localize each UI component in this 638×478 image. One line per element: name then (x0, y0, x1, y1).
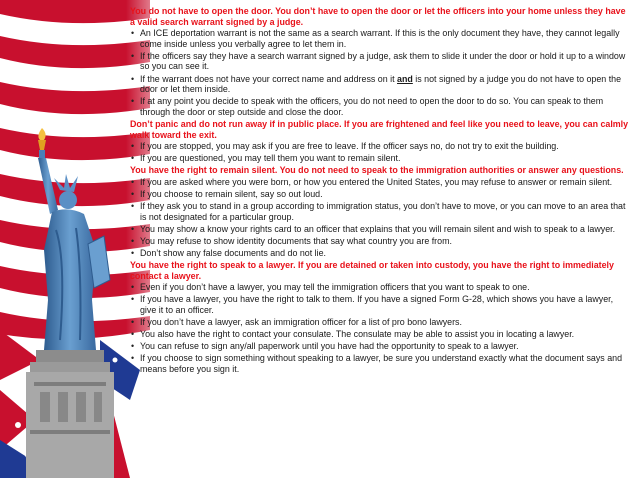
section-heading-panic: Don’t panic and do not run away if in public place. If you are frightened and feel like you need to leave, you can calmly walk toward the exit. (130, 118, 629, 140)
list-item: • If the officers say they have a search warrant signed by a judge, ask them to slide it under the door or hold it up to a window so you can see it. (130, 51, 630, 72)
section-heading-door: You do not have to open the door. You don’t have to open the door or let the officers into your home unless they have a valid search warrant signed by a judge. (130, 6, 626, 27)
section-heading-silent: You have the right to remain silent. You do not need to speak to the immigration authorities or answer any questions. (130, 165, 624, 176)
list-panic (130, 141, 630, 164)
list-item-text: is not signed by a judge you do not have to open the door or let them inside. (140, 73, 622, 95)
section-heading-lawyer: You have the right to speak to a lawyer. If you are detained or taken into custody, you have the right to immediately contact a lawyer. (130, 260, 614, 281)
list-item: • If you have a lawyer, you have the right to talk to them. If you have a signed Form G-28, which shows you have a lawyer, give it to an officer. (130, 294, 630, 315)
list-item: • Even if you don’t have a lawyer, you may tell the immigration officers that you want to speak to one. (130, 282, 630, 293)
list-item: • If you are stopped, you may ask if you are free to leave. If the officer says no, do not try to exit the building. (130, 141, 630, 152)
list-item: • If you are questioned, you may tell them you want to remain silent. (130, 153, 630, 164)
list-item: • You may show a know your rights card to an officer that explains that you will remain silent and wish to speak to a lawyer. (130, 224, 630, 235)
list-item: • If you are asked where you were born, or how you entered the United States, you may refuse to answer or remain silent. (130, 177, 630, 188)
list-item: • If you choose to sign something without speaking to a lawyer, be sure you understand exactly what the document says and means before you sign it. (130, 353, 630, 374)
list-item: • Don’t show any false documents and do not lie. (130, 248, 630, 259)
list-item: • You may refuse to show identity documents that say what country you are from. (130, 236, 630, 247)
list-item: • An ICE deportation warrant is not the same as a search warrant. If this is the only document they have, they cannot legally come inside unless you verbally agree to let them in. (130, 28, 630, 49)
list-silent (130, 177, 630, 259)
rights-document (130, 6, 630, 376)
list-item: • You can refuse to sign any/all paperwork until you have had the opportunity to speak to a lawyer. (130, 341, 630, 352)
list-item-text: If the warrant does not have your correct name and address on it (140, 73, 398, 84)
list-item: • If at any point you decide to speak with the officers, you do not need to open the door to do so. You can speak to them through the door or step outside and close the door. (130, 96, 630, 117)
list-item: • If you don’t have a lawyer, ask an immigration officer for a list of pro bono lawyers. (130, 317, 630, 328)
list-item (130, 74, 630, 95)
list-item: • If they ask you to stand in a group according to immigration status, you don’t have to move, or you can move to an area that is not designated for a particular group. (130, 201, 630, 222)
list-item: • You also have the right to contact your consulate. The consulate may be able to assist you in locating a lawyer. (130, 329, 630, 340)
list-door (130, 28, 630, 117)
list-lawyer (130, 282, 630, 374)
list-item: • If you choose to remain silent, say so out loud. (130, 189, 630, 200)
emphasis-and: and (397, 73, 413, 84)
